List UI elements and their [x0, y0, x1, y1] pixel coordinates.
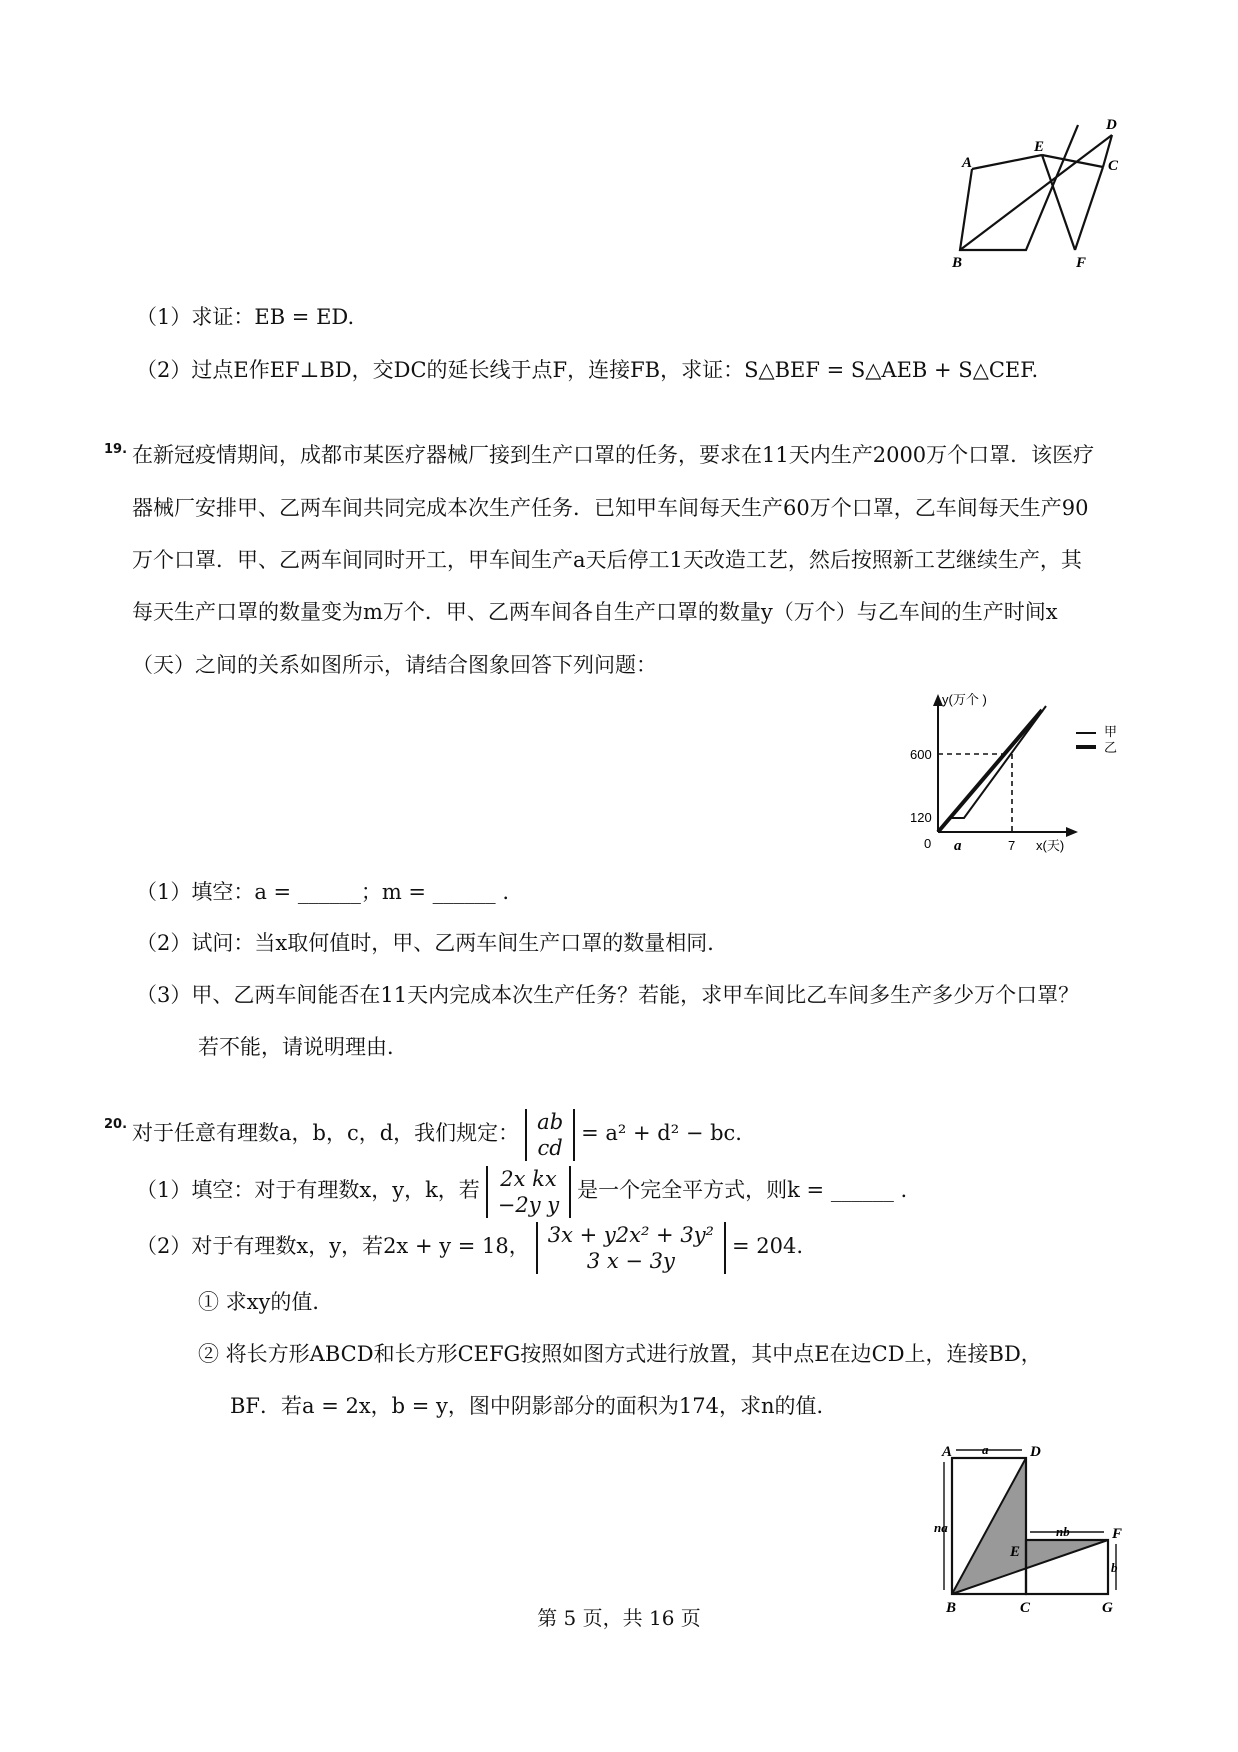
q19-stem-line-2: 器械厂安排甲、乙两车间共同完成本次生产任务．已知甲车间每天生产60万个口罩，乙车间每天生产90	[132, 496, 1089, 520]
page-footer: 第 5 页，共 16 页	[537, 1606, 701, 1630]
q18-label-A: A	[962, 155, 973, 171]
q18-segment-AE	[972, 155, 1042, 169]
q18-label-D: D	[1106, 117, 1117, 133]
q18-label-B: B	[952, 255, 963, 271]
q20-part1-matrix	[486, 1166, 571, 1218]
q20-part2-matrix-row2: 3 x − 3y	[586, 1248, 675, 1273]
q19-line-yi	[938, 710, 1042, 832]
q20-label-B: B	[946, 1600, 957, 1615]
q20-part1-suffix: 是一个完全平方式，则k = ______ .	[577, 1178, 908, 1202]
q19-part2: （2）试问：当x取何值时，甲、乙两车间生产口罩的数量相同．	[136, 931, 729, 955]
q20-part2-prefix: （2）对于有理数x，y，若2x + y = 18，	[136, 1234, 530, 1258]
q20-part2-matrix-row1: 3x + y2x² + 3y²	[547, 1222, 714, 1247]
q19-y-tick-600: 600	[910, 747, 932, 762]
q18-quadrilateral	[960, 125, 1078, 250]
q20-part2-suffix: = 204.	[731, 1234, 804, 1258]
q19-part1: （1）填空：a = ______；m = ______ .	[136, 880, 510, 904]
q20-part1-matrix-row2: −2y y	[497, 1192, 560, 1217]
q20-sub1: ① 求xy的值．	[198, 1290, 334, 1314]
q20-shaded-region	[952, 1458, 1108, 1594]
q19-origin: 0	[924, 836, 932, 851]
q20-label-A: A	[942, 1444, 953, 1460]
q18-label-C: C	[1108, 158, 1119, 174]
q19-y-label: y(万个 )	[942, 692, 987, 707]
q20-label-a: a	[982, 1442, 989, 1457]
q20-label-G: G	[1102, 1600, 1113, 1615]
q20-stem-matrix-row2: cd	[537, 1135, 563, 1160]
q20-sub2-line1: ② 将长方形ABCD和长方形CEFG按照如图方式进行放置，其中点E在边CD上，连接BD，	[198, 1342, 1042, 1366]
q19-x-axis-arrow	[1066, 827, 1078, 837]
q19-number: 19.	[104, 442, 128, 457]
q20-part1	[136, 1160, 907, 1220]
q20-stem-matrix	[525, 1109, 575, 1161]
q20-stem-matrix-row1: ab	[537, 1109, 564, 1134]
q20-label-b: b	[1111, 1560, 1118, 1575]
q20-label-C: C	[1020, 1600, 1031, 1615]
q19-stem-line-5: （天）之间的关系如图所示，请结合图象回答下列问题：	[132, 653, 657, 677]
q20-stem-prefix: 对于任意有理数a，b，c，d，我们规定：	[132, 1121, 520, 1145]
q18-label-F: F	[1076, 255, 1087, 271]
q19-part3-line1: （3）甲、乙两车间能否在11天内完成本次生产任务？若能，求甲车间比乙车间多生产多少万个口罩？	[136, 983, 1080, 1007]
q19-legend-yi: 乙	[1104, 740, 1118, 755]
q20-figure	[930, 1440, 1130, 1615]
q20-sub2-line2: BF．若a = 2x，b = y，图中阴影部分的面积为174，求n的值．	[230, 1394, 838, 1418]
q20-label-E: E	[1010, 1544, 1021, 1560]
q18-part1: （1）求证：EB = ED.	[136, 305, 355, 329]
q20-part1-prefix: （1）填空：对于有理数x，y，k，若	[136, 1178, 480, 1202]
q20-label-na: na	[934, 1520, 948, 1535]
q19-stem-line-4: 每天生产口罩的数量变为m万个．甲、乙两车间各自生产口罩的数量y（万个）与乙车间的生产时间x	[132, 600, 1058, 624]
q20-part2	[136, 1216, 803, 1276]
q18-figure	[940, 115, 1140, 275]
q19-legend-jia: 甲	[1104, 724, 1118, 739]
q20-label-nb: nb	[1056, 1524, 1070, 1539]
q19-stem-line-1: 在新冠疫情期间，成都市某医疗器械厂接到生产口罩的任务，要求在11天内生产2000万个口罩．该医疗	[132, 443, 1095, 467]
q19-x-tick-7: 7	[1008, 838, 1016, 853]
q18-label-E: E	[1034, 139, 1045, 155]
q19-y-tick-120: 120	[910, 810, 932, 825]
q19-x-label: x(天)	[1036, 838, 1065, 853]
q20-stem-suffix: = a² + d² − bc.	[581, 1121, 742, 1145]
q20-number: 20.	[104, 1117, 128, 1132]
q20-stem	[132, 1103, 742, 1163]
q20-part2-matrix	[536, 1222, 726, 1274]
q20-label-F: F	[1112, 1526, 1123, 1542]
q20-label-D: D	[1030, 1444, 1041, 1460]
q19-x-tick-a: a	[954, 838, 962, 854]
q18-segment-CF	[1075, 167, 1103, 250]
q18-part2: （2）过点E作EF⊥BD，交DC的延长线于点F，连接FB，求证：S△BEF = S△AEB + S△CEF.	[136, 358, 1039, 382]
q20-part1-matrix-row1: 2x kx	[500, 1166, 557, 1191]
q19-graph	[900, 690, 1140, 865]
q19-part3-line2: 若不能，请说明理由．	[198, 1035, 408, 1059]
q19-stem-line-3: 万个口罩．甲、乙两车间同时开工，甲车间生产a天后停工1天改造工艺，然后按照新工艺继续生产，其	[132, 548, 1082, 572]
